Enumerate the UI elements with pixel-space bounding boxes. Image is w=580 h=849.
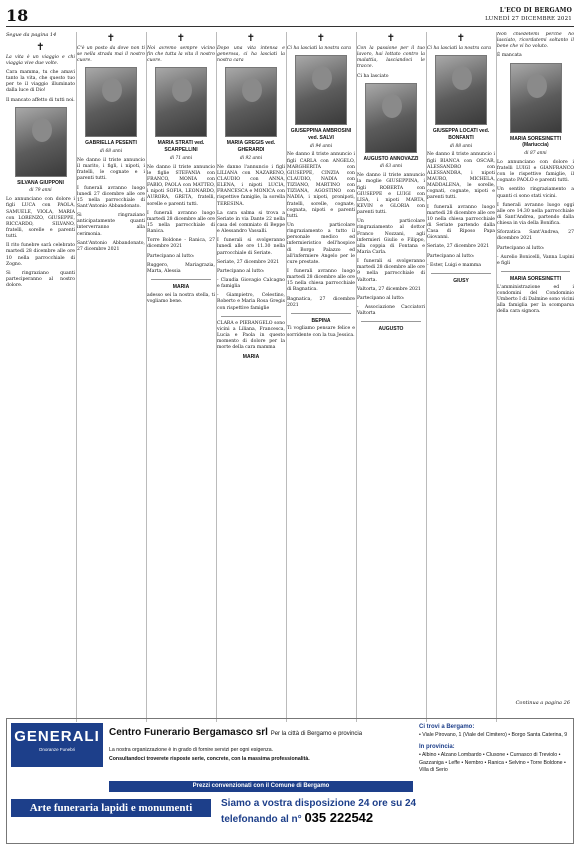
ad-line-1: La nostra organizzazione è in grado di fornire servizi per ogni esigenza.	[109, 747, 274, 753]
locations	[419, 723, 569, 775]
dedication-label: MARIA	[172, 283, 190, 290]
deceased-name: MARIA GREGIS ved. GHERARDI	[226, 140, 276, 154]
newspaper-name: L'ECO DI BERGAMO	[499, 7, 572, 14]
segue-note: Segue da pagina 14	[6, 32, 57, 38]
deceased-name: MARIA SORESINETTI	[510, 275, 561, 282]
dedication-label: AUGUSTO	[378, 326, 404, 333]
obit-text: È mancata	[497, 53, 522, 59]
obit-text: Un sentito ringraziamento a quanti ci sono stati vicini.	[497, 187, 574, 199]
dedication-label: GIUSY	[453, 277, 469, 284]
obituary-column-3	[146, 32, 215, 722]
obit-text: - Claudia Giovagio Calcagno e famiglia	[217, 277, 285, 290]
obit-text: Un particolare ringraziamento a tutto il personale medico ed infermieristico dell'hospice di Borgo Palazzo ed all'infermiere Angelo per le cure prestate.	[287, 222, 355, 265]
obit-text: adesso sei la nostra stella, ti vogliamo bene.	[147, 292, 215, 304]
separator	[501, 271, 570, 272]
logo-subtext: Onoranze Funebri	[38, 747, 76, 752]
obit-text: Partecipano al lutto:	[147, 253, 195, 259]
deceased-age: di 92 anni	[239, 155, 263, 161]
phone-block	[221, 797, 416, 827]
obit-text: Ne danno l'annuncio i figli LILIANA con NAZARENO, CLAUDIO con ANNA, ELENA, i nipoti LUCIA, FRANCESCA e MONICA con rispettive famiglie, la sorella TERESINA.	[217, 164, 285, 207]
cross-icon: ✝	[106, 33, 116, 44]
obit-text: Bagnatica, 27 dicembre 2021	[287, 296, 355, 308]
ad-title-main: Centro Funerario Bergamasco srl	[109, 727, 268, 738]
separator	[221, 316, 281, 317]
obit-text: Ne danno il triste annuncio la moglie GIUSEPPINA, i figli ROBERTA con GIUSEPPE e LUIGI con LISA, i nipoti MARTA, KEVIN e GLORIA con parenti tutti.	[357, 173, 425, 216]
obit-text: Seriate, 27 dicembre 2021	[427, 244, 490, 250]
ad-title	[109, 727, 362, 738]
separator	[431, 273, 491, 274]
phone-number: 035 222542	[304, 810, 374, 825]
dedication-label: BEPINA	[311, 317, 331, 324]
generali-logo	[11, 723, 103, 767]
quote: Non chiedetemi perché ho lasciato, ricordatemi soltanto il bene che vi ho voluto.	[497, 32, 574, 50]
cross-icon: ✝	[36, 41, 45, 53]
cross-icon: ✝	[246, 33, 256, 44]
obituary-column-5	[286, 32, 355, 722]
obit-text: Si ringraziano quanti parteciperanno al nostro dolore.	[6, 270, 75, 289]
deceased-age: di 79 anni	[29, 188, 52, 194]
obit-text: - Associazione Cacciatori Valtorta	[357, 304, 425, 317]
deceased-name: SILVANA GIUPPONI	[17, 179, 64, 186]
locations-province-heading: In provincia:	[419, 743, 455, 750]
portrait-photo	[435, 55, 487, 125]
deceased-age: di 63 anni	[379, 164, 403, 170]
ad-band: Prezzi convenzionati con il Comune di Bergamo	[109, 781, 413, 792]
separator	[151, 279, 211, 280]
obit-text: - Aurelio Bonicelli, Vanna Lupini e figli	[497, 254, 574, 266]
obit-text: Lo annunciano con dolore i figli LUCA con PAOLA, SAMUELE, VIOLA, MARIA con LORENZO, GIUSEPPE, RICCARDO, SILVANO, fratelli, sorelle e parenti tutti.	[6, 197, 75, 240]
obituary-column-7	[426, 32, 495, 722]
locations-province: • Albino • Alzano Lombardo • Clusone • Curnasco di Treviolo • Gazzaniga • Leffe • Nembro • Ranica • Selvino • Torre Boldone • Villa di Serio	[419, 751, 566, 774]
obituary-column-6	[356, 32, 425, 722]
obit-text: Partecipano al lutto:	[497, 245, 545, 251]
obit-text: Partecipano al lutto:	[217, 268, 265, 274]
continued-note: Continua a pagina 26	[515, 700, 570, 706]
phone-line-2: telefonando al n°	[221, 814, 302, 825]
quote: C'è un posto da dove non ti se nella strada mai il nostro cuore.	[77, 46, 145, 64]
portrait-photo	[295, 55, 347, 125]
obit-text: Torre Boldone - Ranica, 27 dicembre 2021	[147, 238, 215, 250]
obit-text: I funerali avranno luogo lunedì 27 dicembre alle ore 15 nella parrocchiale di Sant'Antonio Abbandonato.	[77, 185, 145, 209]
obit-text: Si ringraziano anticipatamente quanti interverranno alla cerimonia.	[77, 213, 145, 237]
deceased-age: di 71 anni	[169, 155, 193, 161]
page-number: 18	[6, 6, 29, 25]
quote: Ci ha lasciati la nostra cara	[287, 46, 351, 51]
obit-text: Ti vogliamo pensare felice e sorridente con la tua Jessica.	[287, 326, 355, 338]
deceased-age: di 94 anni	[309, 143, 333, 149]
deceased-name: GABRIELLA PESENTI	[85, 140, 137, 147]
deceased-age: di 87 anni	[524, 150, 547, 156]
funeral-home-ad	[6, 718, 574, 844]
obit-text: CLARA e PIERANGELO sono vicini a Liliana, Francesca, Lucia e Paola in questo momento di dolore per la morte della cara mamma	[217, 320, 285, 351]
portrait-photo	[15, 107, 67, 177]
obit-text: Lo annunciano con dolore i fratelli LUIGI e GIANFRANCO con le rispettive famiglie, il cognato PAOLO e parenti tutti.	[497, 159, 574, 184]
phone-line-1: Siamo a vostra disposizione 24 ore su 24	[221, 798, 417, 809]
obit-text: Ne danno il triste annuncio il marito, i figli, i nipoti, i fratelli, le cognate e i parenti tutti.	[77, 158, 145, 182]
deceased-name: GIUSEPPINA AMBROSINI ved. SALVI	[290, 128, 352, 141]
obituary-column-4	[216, 32, 285, 722]
portrait-photo	[225, 67, 277, 137]
obit-text: I funerali avranno luogo martedì 28 dicembre alle ore 15 nella chiesa parrocchiale di Bagnatica.	[287, 268, 355, 293]
page-header	[0, 0, 580, 30]
quote: Dopo una vita intensa e generosa, ci ha lasciati la nostra cara	[217, 46, 285, 64]
dedication-label: MARIA	[242, 354, 260, 361]
obit-text: Un particolare ringraziamento al dottor Franco Nozzani, agli infermieri Giulio e Filippo, alla coppia di Fontana e Maria Carla.	[357, 219, 425, 255]
logo-text: GENERALI	[14, 728, 100, 745]
obit-text: Seriate, 27 dicembre 2021	[217, 259, 280, 265]
obit-text: Valtorta, 27 dicembre 2021	[357, 286, 421, 292]
cross-icon: ✝	[176, 33, 186, 44]
obit-text: I funerali avranno luogo martedì 28 dicembre alle ore 15 nella parrocchiale di Ranica.	[147, 210, 215, 235]
portrait-photo	[85, 67, 137, 137]
obit-text: I funerali avranno luogo martedì 28 dicembre alle ore 10 nella chiesa parrocchiale di Seriate partendo dalla Casa di Riposo Papa Giovanni.	[427, 204, 495, 241]
obit-text: Sant'Antonio Abbandonato, 27 dicembre 2021	[77, 240, 145, 252]
cross-icon: ✝	[386, 33, 396, 44]
portrait-photo	[365, 83, 417, 153]
obituary-column-1	[6, 32, 75, 722]
cross-icon: ✝	[456, 33, 466, 44]
deceased-age: di 68 anni	[99, 149, 123, 155]
obit-text: Ruggero, Mariagrazia, Marta, Alessia	[147, 262, 215, 274]
masthead	[485, 6, 572, 23]
issue-date: LUNEDÌ 27 DICEMBRE 2021	[485, 16, 572, 22]
ad-line-2: Consultandoci troverete risposte serie, concrete, con la massima professionalità.	[109, 756, 310, 762]
portrait-photo	[510, 63, 562, 133]
obit-text: Ne danno il triste annuncio i figli CARLA con ANGELO, MARGHERITA con GIUSEPPE, CINZIA con CLAUDIO, NADIA con TIZIANO, MARTINO con TIZIANA, AGOSTINO con NADIA, i nipoti, pronipoti, fratelli, sorelle, cognate, cognata, nipoti e parenti tutti.	[287, 152, 355, 219]
header-rule	[6, 26, 574, 27]
quote: Ci ha lasciati la nostra cara	[427, 46, 491, 51]
obit-text: Ci ha lasciato	[357, 73, 389, 79]
quote: Con la passione per il tuo lavoro, hai lottato contro la malattia, lasciandoci le tracce.	[357, 46, 425, 70]
arte-funeraria-banner: Arte funeraria lapidi e monumenti	[11, 799, 211, 817]
locations-city: • Viale Pirovano, 1 (Viale del Cimitero) • Borgo Santa Caterina, 9	[419, 732, 568, 738]
quote: La vita è un viaggio e chi viaggia vive due volte.	[6, 54, 75, 66]
deceased-name: GIUSEPPA LOCATI ved. BONFANTI	[432, 128, 490, 141]
separator	[361, 321, 421, 322]
obit-text: Ne danno il triste annuncio le figlie STEFANIA con FRANCO, MONIA con FABIO, PAOLA con MATTEO, i nipoti SOFIA, LEONARDO, AURORA, GRETA, fratelli, sorelle e parenti tutti.	[147, 164, 215, 207]
obit-text: L'amministrazione ed i condomini del Condominio Umberto I di Dalmine sono vicini alla famiglia per la scomparsa della cara signora.	[497, 284, 574, 315]
obituary-column-2	[76, 32, 145, 722]
ad-title-sub: Per la città di Bergamo e provincia	[270, 731, 363, 737]
obit-text: Il mancato affetto di tutti noi.	[6, 97, 75, 103]
deceased-age: di 88 anni	[449, 143, 473, 149]
separator	[291, 313, 351, 314]
portrait-photo	[155, 67, 207, 137]
obit-text: La cara salma si trova a Seriate in via Dante 22 nella casa del commiato di Beppe e Alessandro Vassalli.	[217, 210, 285, 235]
deceased-name: MARIA SORESINETTI (Mariuccia)	[510, 135, 561, 149]
cross-icon: ✝	[316, 33, 326, 44]
quote: Noi avremo sempre vicino fin che tutta la vita il nostro cuore.	[147, 46, 215, 64]
obit-text: Il rito funebre sarà celebrato martedì 28 dicembre alle ore 10 nella parrocchiale di Zogno.	[6, 243, 75, 267]
obit-text: Ne danno il triste annuncio i figli BIANCA con OSCAR, ALESSANDRO con ALESSANDRA, i nipoti MAURO, MICHELA, MADDALENA, le sorelle, cognati, cognate, nipoti e parenti tutti.	[427, 152, 495, 201]
obit-text: Cara mamma, tu che amavi tanto la vita, che questo tuo per te il viaggio illuminato dalla luce di Dio!	[6, 69, 75, 94]
obit-text: Partecipano al lutto:	[427, 253, 475, 259]
obit-text: - Giampietro, Celestino, Roberto e Maria Rosa Gregis con rispettive famiglie	[217, 293, 285, 311]
deceased-name: MARIA STRATI ved. SCARPELLINI	[157, 140, 205, 154]
obit-text: - Ester, Luigi e mamma	[427, 262, 481, 268]
obituary-column-8	[496, 32, 574, 722]
obit-text: Partecipano al lutto:	[357, 295, 405, 301]
obit-text: I funerali si svolgeranno martedì 28 dicembre alle ore 9 nella parrocchiale di Valtorta.	[357, 259, 425, 283]
locations-city-heading: Ci trovi a Bergamo:	[419, 724, 475, 730]
obit-text: I funerali si svolgeranno lunedì alle ore 11.30 nella parrocchiale di Seriate.	[217, 238, 285, 256]
deceased-name: AUGUSTO ANNOVAZZI	[363, 155, 419, 162]
obit-text: I funerali avranno luogo oggi alle ore 14.30 nella parrocchiale di Sant'Andrea, partendo dalla chiesa in via della Bonifica.	[497, 202, 574, 227]
obit-text: Sforzatica Sant'Andrea, 27 dicembre 2021	[497, 230, 574, 242]
